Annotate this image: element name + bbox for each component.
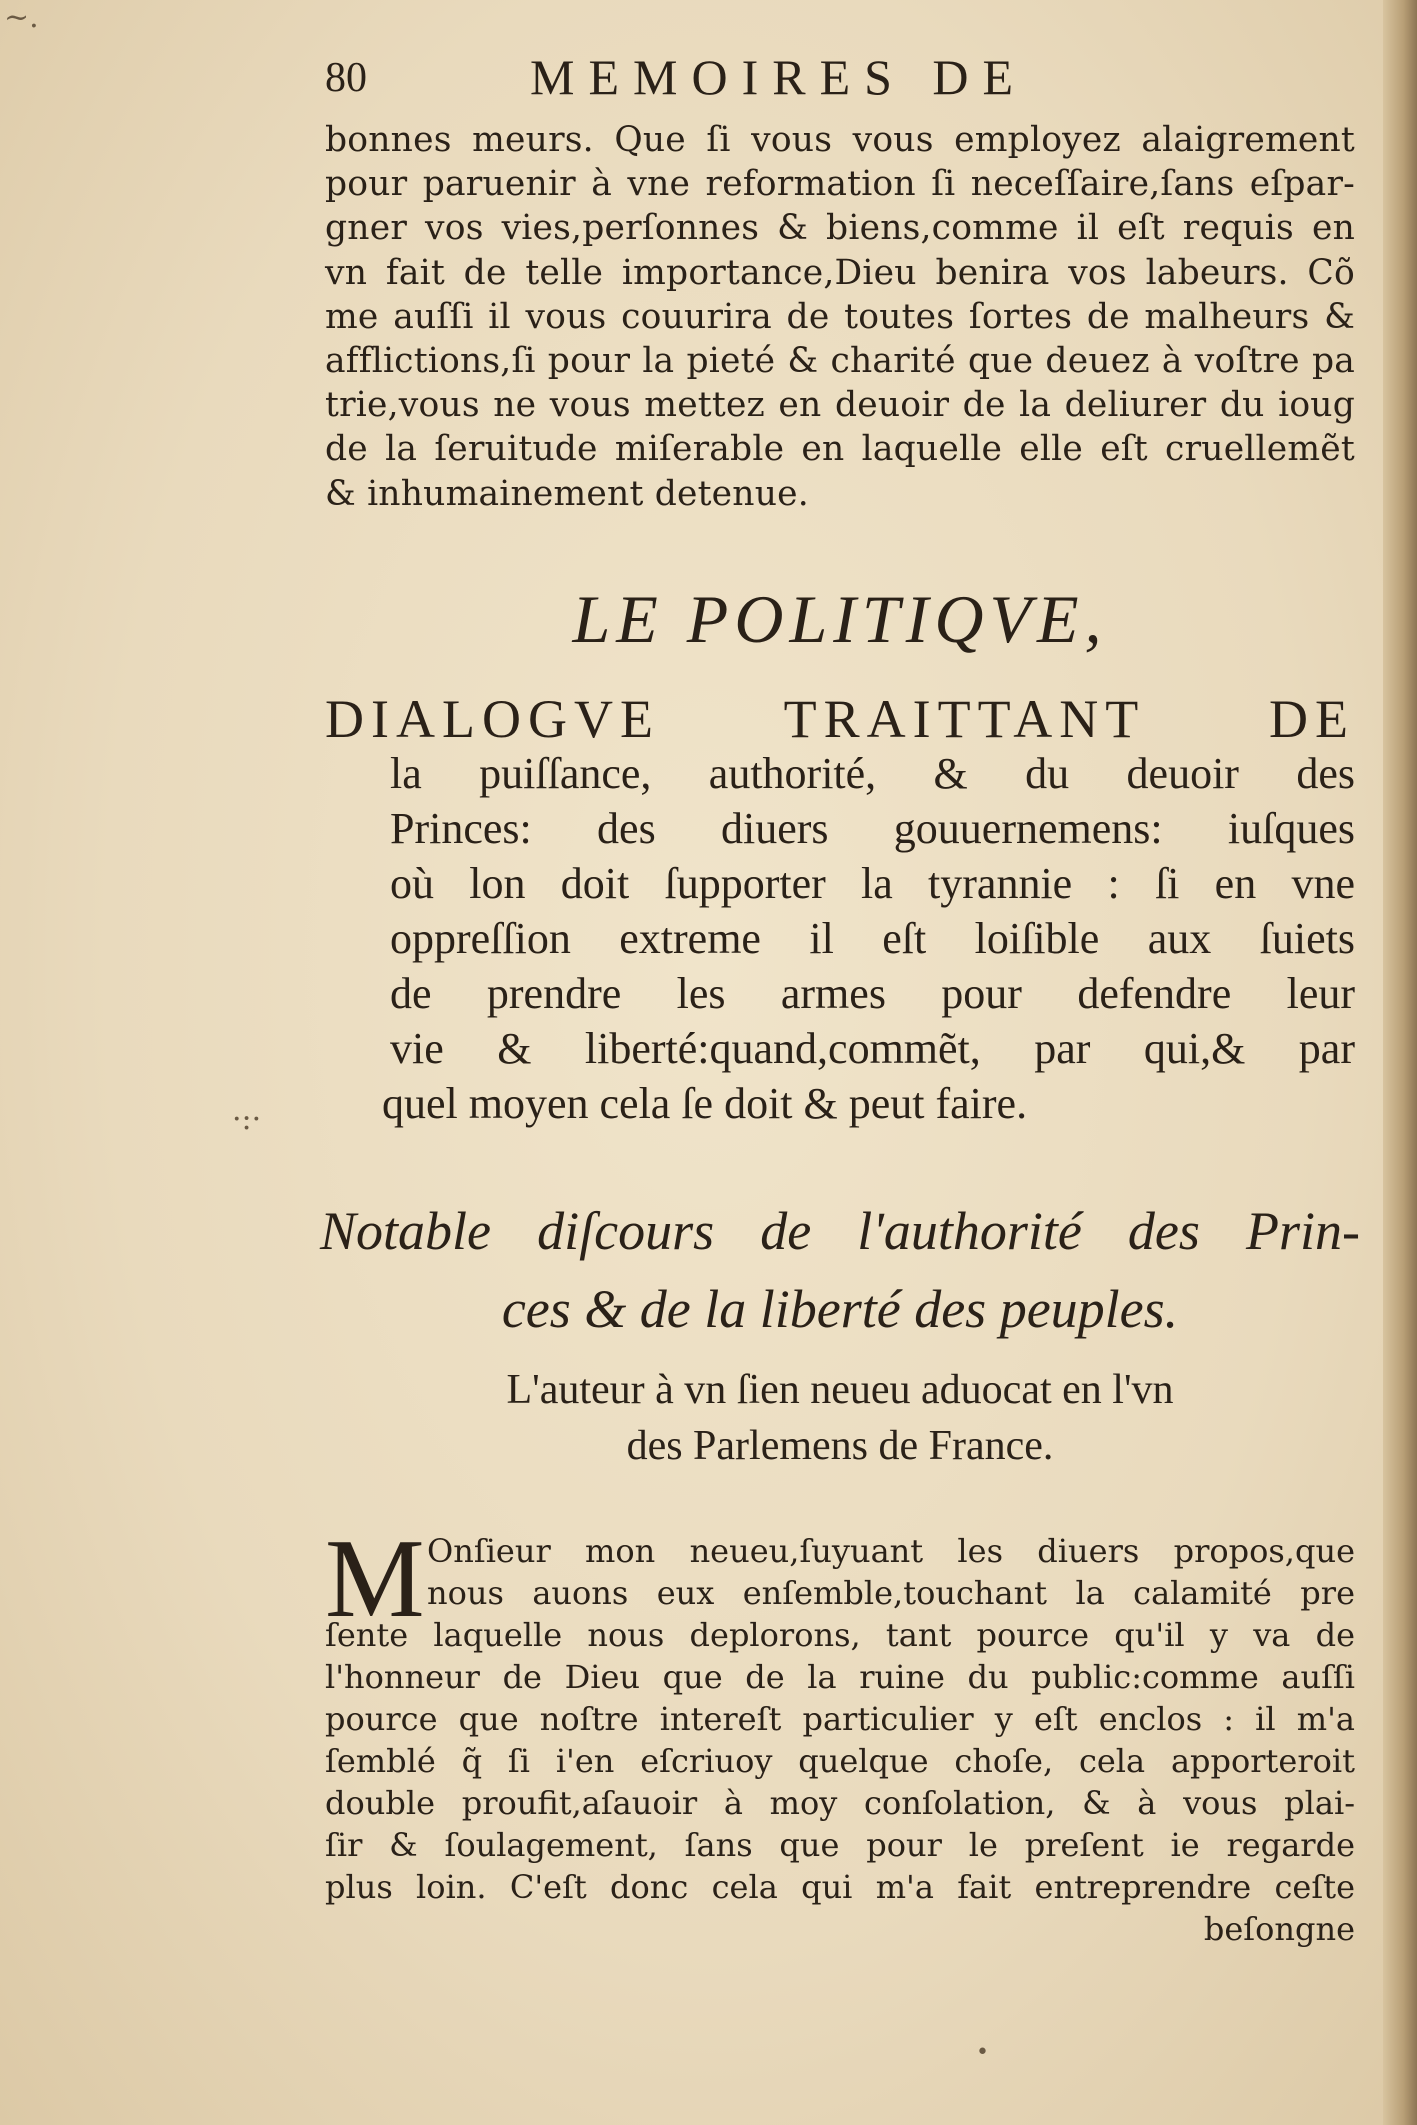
text-line: ſemblé q̃ ſi i'en eſcriuoy quelque choſe, cela apporteroit xyxy=(325,1742,1355,1780)
catchword: beſongne xyxy=(1203,1910,1355,1948)
dialogue-description xyxy=(382,746,1355,1131)
text-line: des Parlemens de France. xyxy=(626,1423,1054,1469)
text-line: double proufit,aſauoir à moy conſolation, & à vous plai- xyxy=(325,1784,1355,1822)
text-line: la puiſſance, authorité, & du deuoir des xyxy=(390,749,1355,798)
text-line: me auſſi il vous couurira de toutes ſortes de malheurs & xyxy=(325,296,1355,337)
ink-spot: • xyxy=(976,2040,989,2065)
running-title: MEMOIRES DE xyxy=(530,49,1028,105)
text-line: L'auteur à vn ſien neueu aduocat en l'vn xyxy=(506,1367,1174,1413)
margin-mark: ·:· xyxy=(232,1102,262,1137)
section-title: LE POLITIQVE, xyxy=(572,581,1108,657)
text-line: l'honneur de Dieu que de la ruine du public:comme auſſi xyxy=(325,1658,1355,1696)
text-line: & inhumainement detenue. xyxy=(325,473,809,514)
text-line: vn fait de telle importance,Dieu benira vos labeurs. Cõ xyxy=(325,252,1355,293)
dialogue-heading: DIALOGVE TRAITTANT DE xyxy=(325,689,1355,749)
text-line: où lon doit ſupporter la tyrannie : ſi en vne xyxy=(390,859,1355,908)
text-line: gner vos vies,perſonnes & biens,comme il eſt requis en xyxy=(325,208,1355,249)
text-line: trie,vous ne vous mettez en deuoir de la deliurer du ioug xyxy=(325,385,1355,426)
text-line: quel moyen cela ſe doit & peut faire. xyxy=(382,1079,1028,1128)
margin-mark: ~. xyxy=(4,0,39,35)
text-line: bonnes meurs. Que ſi vous vous employez alaigrement xyxy=(325,120,1355,160)
address-line xyxy=(325,1362,1355,1474)
text-line: ſente laquelle nous deplorons, tant pource qu'il y va de xyxy=(325,1616,1355,1654)
intro-paragraph xyxy=(325,118,1355,516)
text-line: vie & liberté:quand,commẽt, par qui,& par xyxy=(390,1024,1355,1073)
text-line: pour paruenir à vne reformation ſi neceſſaire,ſans eſpar- xyxy=(325,164,1355,205)
drop-cap: M xyxy=(325,1517,425,1641)
text-line: pource que noſtre intereſt particulier y eſt enclos : il m'a xyxy=(325,1700,1355,1738)
text-line: de la ſeruitude miſerable en laquelle elle eſt cruellemẽt xyxy=(325,429,1355,470)
text-line: de prendre les armes pour defendre leur xyxy=(390,969,1355,1018)
text-line: ſir & ſoulagement, ſans que pour le preſent ie regarde xyxy=(325,1826,1355,1864)
letter-body xyxy=(325,1517,1355,1950)
text-line: Notable diſcours de l'authorité des Prin- xyxy=(320,1201,1360,1261)
text-line: nous auons eux enſemble,touchant la calamité pre xyxy=(427,1574,1355,1612)
notable-title xyxy=(320,1192,1360,1348)
page-header xyxy=(325,48,1355,108)
page-number: 80 xyxy=(325,55,367,101)
text-line: ces & de la liberté des peuples. xyxy=(501,1279,1179,1339)
text-line: oppreſſion extreme il eſt loiſible aux ſuiets xyxy=(390,914,1355,963)
text-line: Onſieur mon neueu,ſuyuant les diuers propos,que xyxy=(427,1532,1355,1570)
text-line: Princes: des diuers gouuernemens: iuſques xyxy=(390,804,1355,853)
text-line: afflictions,ſi pour la pieté & charité que deuez à voſtre pa xyxy=(325,341,1355,382)
page-gutter xyxy=(1383,0,1417,2125)
text-line: plus loin. C'eſt donc cela qui m'a fait entreprendre ceſte xyxy=(325,1868,1355,1906)
